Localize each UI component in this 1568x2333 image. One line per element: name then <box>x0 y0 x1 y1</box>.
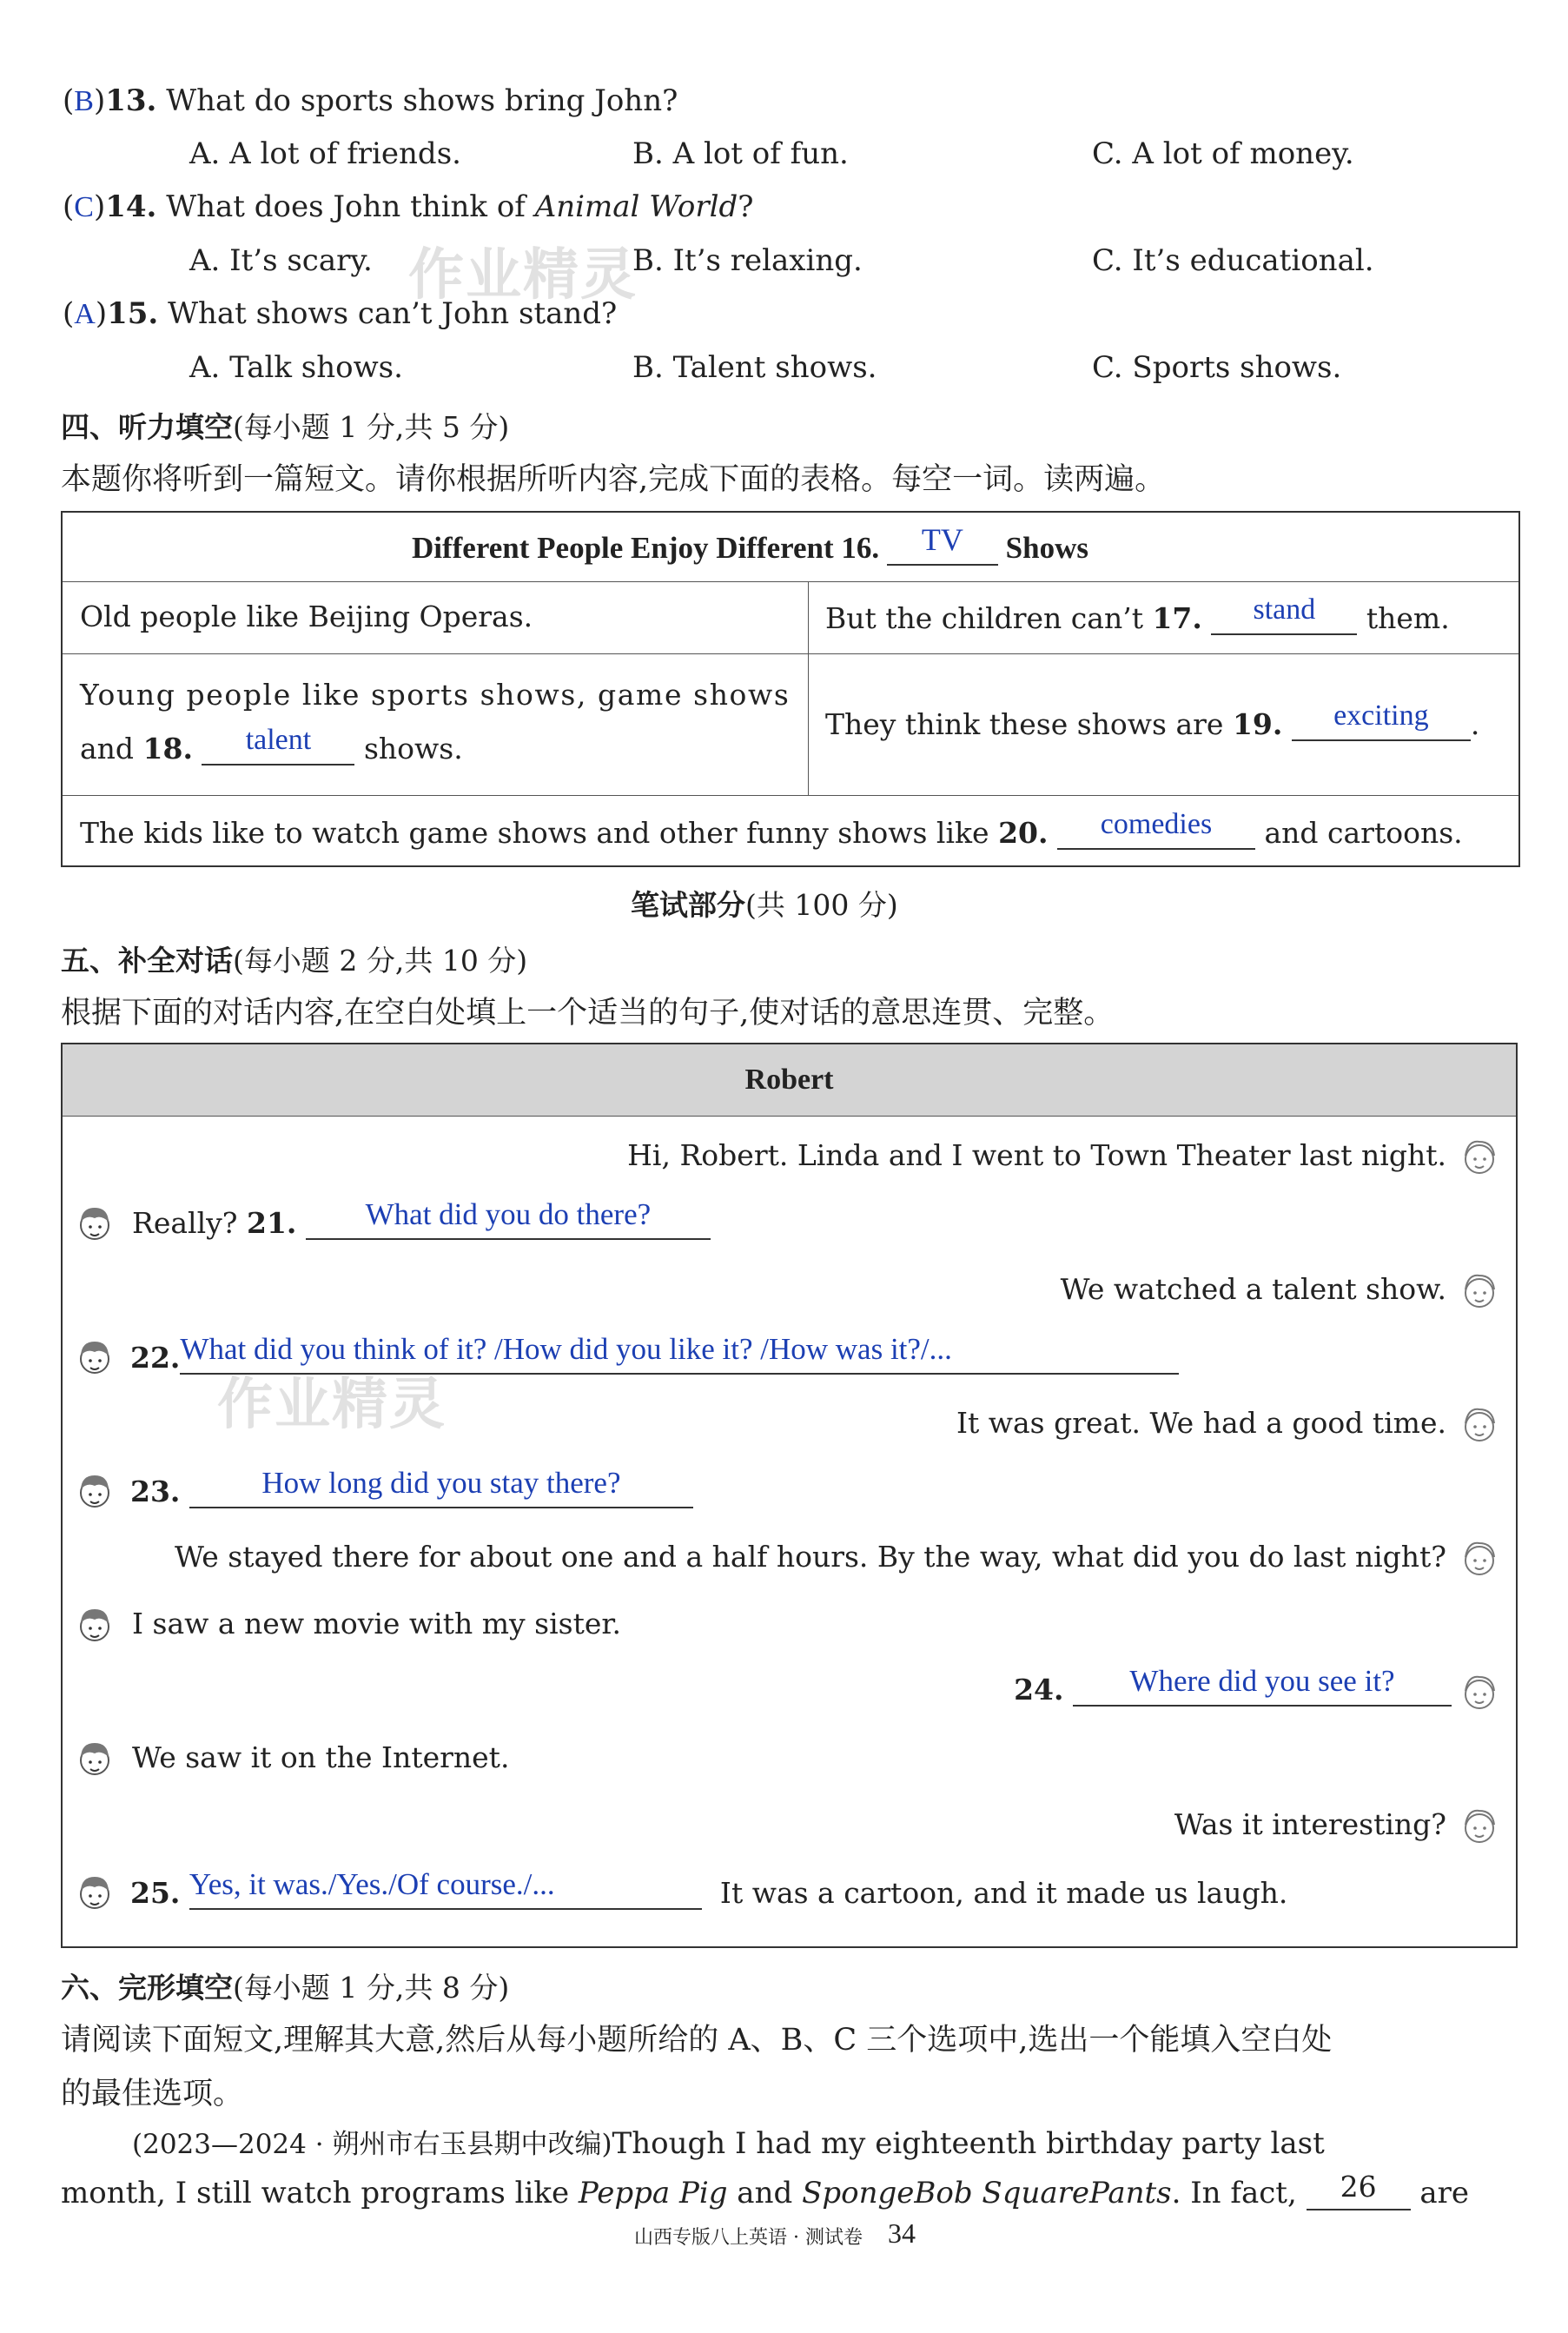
table-title <box>412 522 1088 566</box>
blank-23 <box>189 1466 693 1508</box>
question-number: 14. <box>105 189 157 224</box>
dialogue-line-10: We saw it on the Internet. <box>132 1740 510 1774</box>
boy-face-icon <box>75 1870 115 1915</box>
blank-number: 22. <box>130 1341 181 1375</box>
question-text: What shows can’t John stand? <box>168 296 618 331</box>
written-part-points: (共 100 分) <box>745 888 898 922</box>
watermark: 作业精灵 <box>408 243 638 308</box>
blank-number: 20. <box>998 816 1049 850</box>
section-4-heading <box>61 405 509 446</box>
answer-24: Where did you see it? <box>1129 1664 1395 1698</box>
dialogue-line-12 <box>130 1867 1288 1910</box>
boy-face-icon <box>75 1602 115 1647</box>
section-title: 四、听力填空 <box>61 410 233 444</box>
blank-number: 26 <box>1340 2170 1377 2204</box>
dialogue-line-5: It was great. We had a good time. <box>956 1406 1446 1440</box>
dialogue-line-8: I saw a new movie with my sister. <box>132 1607 622 1640</box>
dialogue-box <box>61 1043 1518 1948</box>
cell-text: . <box>1470 707 1480 741</box>
table-title-text: Shows <box>997 531 1088 565</box>
girl-face-icon <box>1459 1536 1499 1581</box>
answer-17: stand <box>1253 593 1316 626</box>
program-title: SpongeBob SquarePants <box>802 2176 1172 2210</box>
option-b: B. A lot of fun. <box>632 136 849 171</box>
answer-22: What did you think of it? /How did you like it? /How was it?/... <box>180 1332 952 1366</box>
question-number: 15. <box>107 296 159 331</box>
answer-16: TV <box>921 522 963 557</box>
question-text: What does John think of <box>166 189 535 224</box>
question-14: (C)14. What does John think of Animal World? <box>63 189 754 224</box>
answer-20: comedies <box>1100 808 1213 840</box>
dialogue-header: Robert <box>63 1044 1516 1117</box>
answer-25: Yes, it was./Yes./Of course./... <box>189 1867 555 1901</box>
blank-number: 16. <box>841 531 880 565</box>
dialogue-line-3: We watched a talent show. <box>1060 1272 1446 1306</box>
blank-19 <box>1292 699 1471 741</box>
girl-face-icon <box>1459 1670 1499 1715</box>
blank-17 <box>1211 593 1357 635</box>
question-mark: ? <box>738 189 754 224</box>
written-part-heading <box>631 883 898 924</box>
section-title: 五、补全对话 <box>61 944 233 978</box>
passage-text: Though I had my eighteenth birthday party last <box>612 2126 1325 2161</box>
girl-face-icon <box>1459 1804 1499 1849</box>
answer-21: What did you do there? <box>365 1197 652 1231</box>
divider <box>63 795 1518 796</box>
girl-face-icon <box>1459 1402 1499 1448</box>
cell-text: and cartoons. <box>1254 816 1463 850</box>
dialogue-line-9 <box>1014 1664 1452 1707</box>
option-c: C. A lot of money. <box>1092 136 1354 171</box>
watermark: 作业精灵 <box>217 1373 447 1437</box>
blank-number: 25. <box>130 1876 181 1910</box>
blank-25 <box>189 1867 702 1910</box>
blank-26 <box>1307 2170 1411 2210</box>
row1-left: Old people like Beijing Operas. <box>80 600 533 633</box>
section-5-instruction: 根据下面的对话内容,在空白处填上一个适当的句子,使对话的意思连贯、完整。 <box>61 996 1115 1031</box>
blank-number: 23. <box>130 1475 181 1508</box>
option-a: A. A lot of friends. <box>189 136 461 171</box>
answer-18: talent <box>245 724 312 756</box>
passage-text: . In fact, <box>1171 2176 1307 2210</box>
program-title: Peppa Pig <box>578 2176 728 2210</box>
boy-face-icon <box>75 1468 115 1514</box>
row2-right <box>825 699 1480 741</box>
question-13: (B)13. What do sports shows bring John? <box>63 83 678 118</box>
section-title: 六、完形填空 <box>61 1971 233 2005</box>
cell-text: them. <box>1357 601 1450 635</box>
blank-18 <box>202 724 354 766</box>
divider <box>63 581 1518 582</box>
section-points: (每小题 2 分,共 10 分) <box>233 944 528 978</box>
option-b: B. It’s relaxing. <box>632 243 863 278</box>
dialogue-line-7: We stayed there for about one and a half hours. By the way, what did you do last night? <box>175 1540 1446 1574</box>
blank-number: 17. <box>1152 601 1202 635</box>
blank-20 <box>1057 808 1255 850</box>
option-a: A. It’s scary. <box>189 243 373 278</box>
answer-13: B <box>74 85 94 117</box>
passage-text: and <box>727 2176 803 2210</box>
boy-face-icon <box>75 1201 115 1246</box>
option-c: C. Sports shows. <box>1092 350 1342 385</box>
table-title-text: Different People Enjoy Different <box>412 531 842 565</box>
answer-19: exciting <box>1333 699 1429 732</box>
cell-text: But the children can’t <box>825 601 1153 635</box>
blank-number: 21. <box>246 1206 297 1240</box>
girl-face-icon <box>1459 1269 1499 1314</box>
section-6-instruction-line2: 的最佳选项。 <box>61 2077 244 2111</box>
question-text: What do sports shows bring John? <box>166 83 678 118</box>
written-part-title: 笔试部分 <box>631 888 745 922</box>
option-c: C. It’s educational. <box>1092 243 1374 278</box>
passage-line-1 <box>132 2122 1325 2161</box>
answer-14: C <box>74 191 94 223</box>
row3 <box>80 808 1463 850</box>
question-number: 13. <box>105 83 157 118</box>
cell-text: and <box>80 732 143 766</box>
section-points: (每小题 1 分,共 8 分) <box>233 1971 510 2005</box>
option-a: A. Talk shows. <box>189 350 403 385</box>
girl-face-icon <box>1459 1135 1499 1180</box>
page-number: 34 <box>888 2217 916 2249</box>
boy-face-icon <box>75 1335 115 1380</box>
passage-text: month, I still watch programs like <box>61 2176 579 2210</box>
blank-number: 24. <box>1014 1673 1064 1707</box>
cell-text: The kids like to watch game shows and other funny shows like <box>80 816 999 850</box>
dialogue-line-6 <box>130 1466 693 1508</box>
passage-line-2 <box>61 2170 1470 2210</box>
blank-16 <box>887 522 998 566</box>
dialogue-line-2 <box>132 1197 711 1240</box>
dialogue-text: Really? <box>132 1206 247 1240</box>
cell-text: shows. <box>354 732 463 766</box>
blank-21 <box>306 1197 711 1240</box>
section-5-heading <box>61 938 527 979</box>
row2-left-line2 <box>80 724 463 766</box>
divider <box>63 653 1518 654</box>
blank-24 <box>1073 1664 1452 1707</box>
question-15: (A)15. What shows can’t John stand? <box>63 296 618 331</box>
question-title-italic: Animal World <box>534 189 738 224</box>
dialogue-line-1: Hi, Robert. Linda and I went to Town Theater last night. <box>627 1138 1446 1172</box>
boy-face-icon <box>75 1736 115 1781</box>
section-4-instruction: 本题你将听到一篇短文。请你根据所听内容,完成下面的表格。每空一词。读两遍。 <box>61 462 1166 497</box>
section-6-instruction-line1: 请阅读下面短文,理解其大意,然后从每小题所给的 A、B、C 三个选项中,选出一个能填入空白处 <box>61 2023 1333 2058</box>
cell-text: They think these shows are <box>825 707 1233 741</box>
row2-left-line1: Young people like sports shows, game shows <box>80 678 791 712</box>
blank-number: 18. <box>142 732 193 766</box>
blank-number: 19. <box>1232 707 1283 741</box>
section-points: (每小题 1 分,共 5 分) <box>233 410 510 444</box>
divider <box>808 581 809 795</box>
answer-15: A <box>74 298 96 330</box>
answer-23: How long did you stay there? <box>261 1466 621 1500</box>
passage-text: are <box>1410 2176 1470 2210</box>
option-b: B. Talent shows. <box>632 350 877 385</box>
section-6-heading <box>61 1965 509 2006</box>
footer-text: 山西专版八上英语 · 测试卷 <box>634 2227 863 2249</box>
passage-source: (2023—2024 · 朔州市右玉县期中改编) <box>132 2129 612 2160</box>
listening-table <box>61 511 1520 867</box>
dialogue-line-11: Was it interesting? <box>1174 1807 1446 1841</box>
dialogue-text: It was a cartoon, and it made us laugh. <box>719 1876 1288 1910</box>
row1-right <box>825 593 1450 635</box>
